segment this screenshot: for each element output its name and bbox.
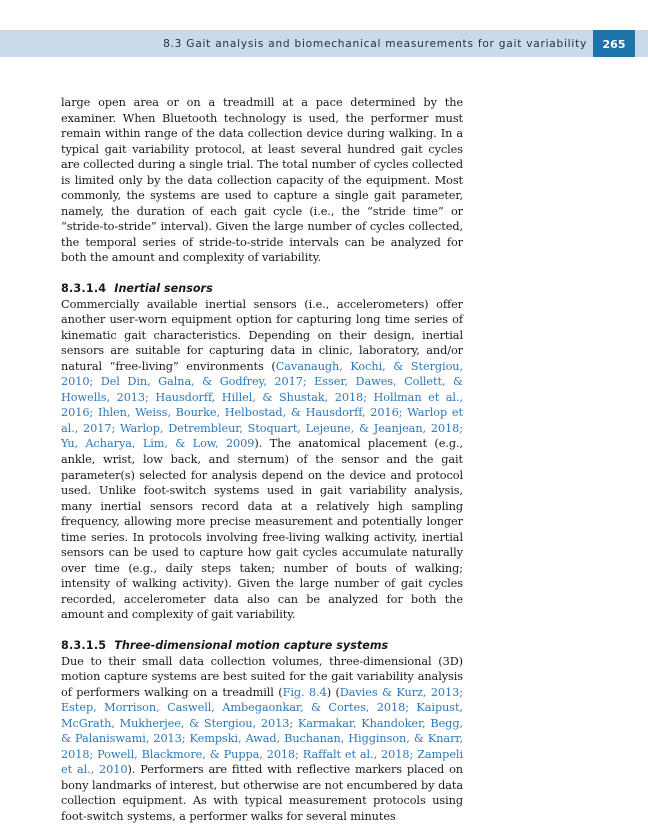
- paragraph-continued: large open area or on a treadmill at a pace determined by the examiner. When Bluetooth technology is used, the performer must remain within range of the data collection device during walking. In a typical gait variability protocol, at least several hundred gait cycles are collected during a single trial. The total number of cycles collected is limited only by the data collection capacity of the equipment. Most commonly, the systems are used to capture a single gait parameter, namely, the duration of each gait cycle (i.e., the “stride time” or “stride-to-stride” interval). Given the large number of cycles collected, the temporal series of stride-to-stride intervals can be analyzed for both the amount and complexity of variability.: [61, 96, 463, 265]
- section-heading-inertial-sensors: [61, 281, 463, 297]
- running-head: 8.3 Gait analysis and biomechanical measurements for gait variability: [163, 38, 587, 50]
- citation-link[interactable]: Davies & Kurz, 2013; Estep, Morrison, Caswell, Ambegaonkar, & Cortes, 2018; Kaipust, McGrath, Mukherjee, & Stergiou, 2013; Karmakar, Khandoker, Begg, & Palaniswami, 2013; Kempski, Awad, Buchanan, Higginson, & Knarr, 2018; Powell, Blackmore, & Puppa, 2018; Raffalt et al., 2018; Zampeli et al., 2010: [61, 685, 463, 777]
- paragraph-inertial-sensors: [61, 297, 463, 623]
- section-number: 8.3.1.5: [61, 639, 107, 652]
- citation-link[interactable]: Cavanaugh, Kochi, & Stergiou, 2010; Del Din, Galna, & Godfrey, 2017; Esser, Dawes, Collett, & Howells, 2013; Hausdorff, Hillel, & Shustak, 2018; Hollman et al., 2016; Ihlen, Weiss, Bourke, Helbostad, & Hausdorff, 2016; Warlop et al., 2017; Warlop, Detrembleur, Stoquart, Lejeune, & Jeanjean, 2018; Yu, Acharya, Lim, & Low, 2009: [61, 359, 464, 451]
- page-number: 265: [602, 38, 626, 51]
- section-heading-motion-capture: [61, 638, 463, 654]
- section-number: 8.3.1.4: [61, 282, 107, 296]
- figure-link[interactable]: Fig. 8.4: [282, 685, 327, 699]
- section-title: Three-dimensional motion capture systems: [114, 639, 389, 652]
- paragraph-text: ). The anatomical placement (e.g., ankle, wrist, low back, and sternum) of the sensor and the gait parameter(s) selected for analysis depend on the device and protocol used. Unlike foot-switch systems used in gait variability analysis, many inertial sensors record data at a relatively high sampling frequency, allowing more precise measurement and potentially longer time series. In protocols involving free-living walking activity, inertial sensors can be used to capture how gait cycles accumulate naturally over time (e.g., daily steps taken; number of bouts of walking; intensity of walking activity). Given the large number of gait cycles recorded, accelerometer data also can be analyzed for both the amount and complexity of gait variability.: [61, 437, 463, 622]
- paragraph-text: ). Performers are fitted with reflective markers placed on bony landmarks of interest, but otherwise are not encumbered by data collection equipment. As with typical measurement protocols using foot-switch systems, a performer walks for several minutes: [61, 763, 464, 823]
- section-title: Inertial sensors: [114, 282, 213, 296]
- paragraph-motion-capture: [61, 654, 463, 825]
- paragraph-text: Commercially available inertial sensors (i.e., accelerometers) offer another user-worn equipment option for capturing long time series of kinematic gait characteristics. Depending on their design, inertial sensors are suitable for capturing data in clinic, laboratory, and/or natural “free-living” environments (: [61, 297, 463, 373]
- paragraph-text: ) (: [326, 685, 340, 699]
- paragraph-text: Due to their small data collection volumes, three-dimensional (3D) motion capture systems are best suited for the gait variability analysis of performers walking on a treadmill (: [61, 654, 463, 699]
- body-text: [61, 95, 463, 825]
